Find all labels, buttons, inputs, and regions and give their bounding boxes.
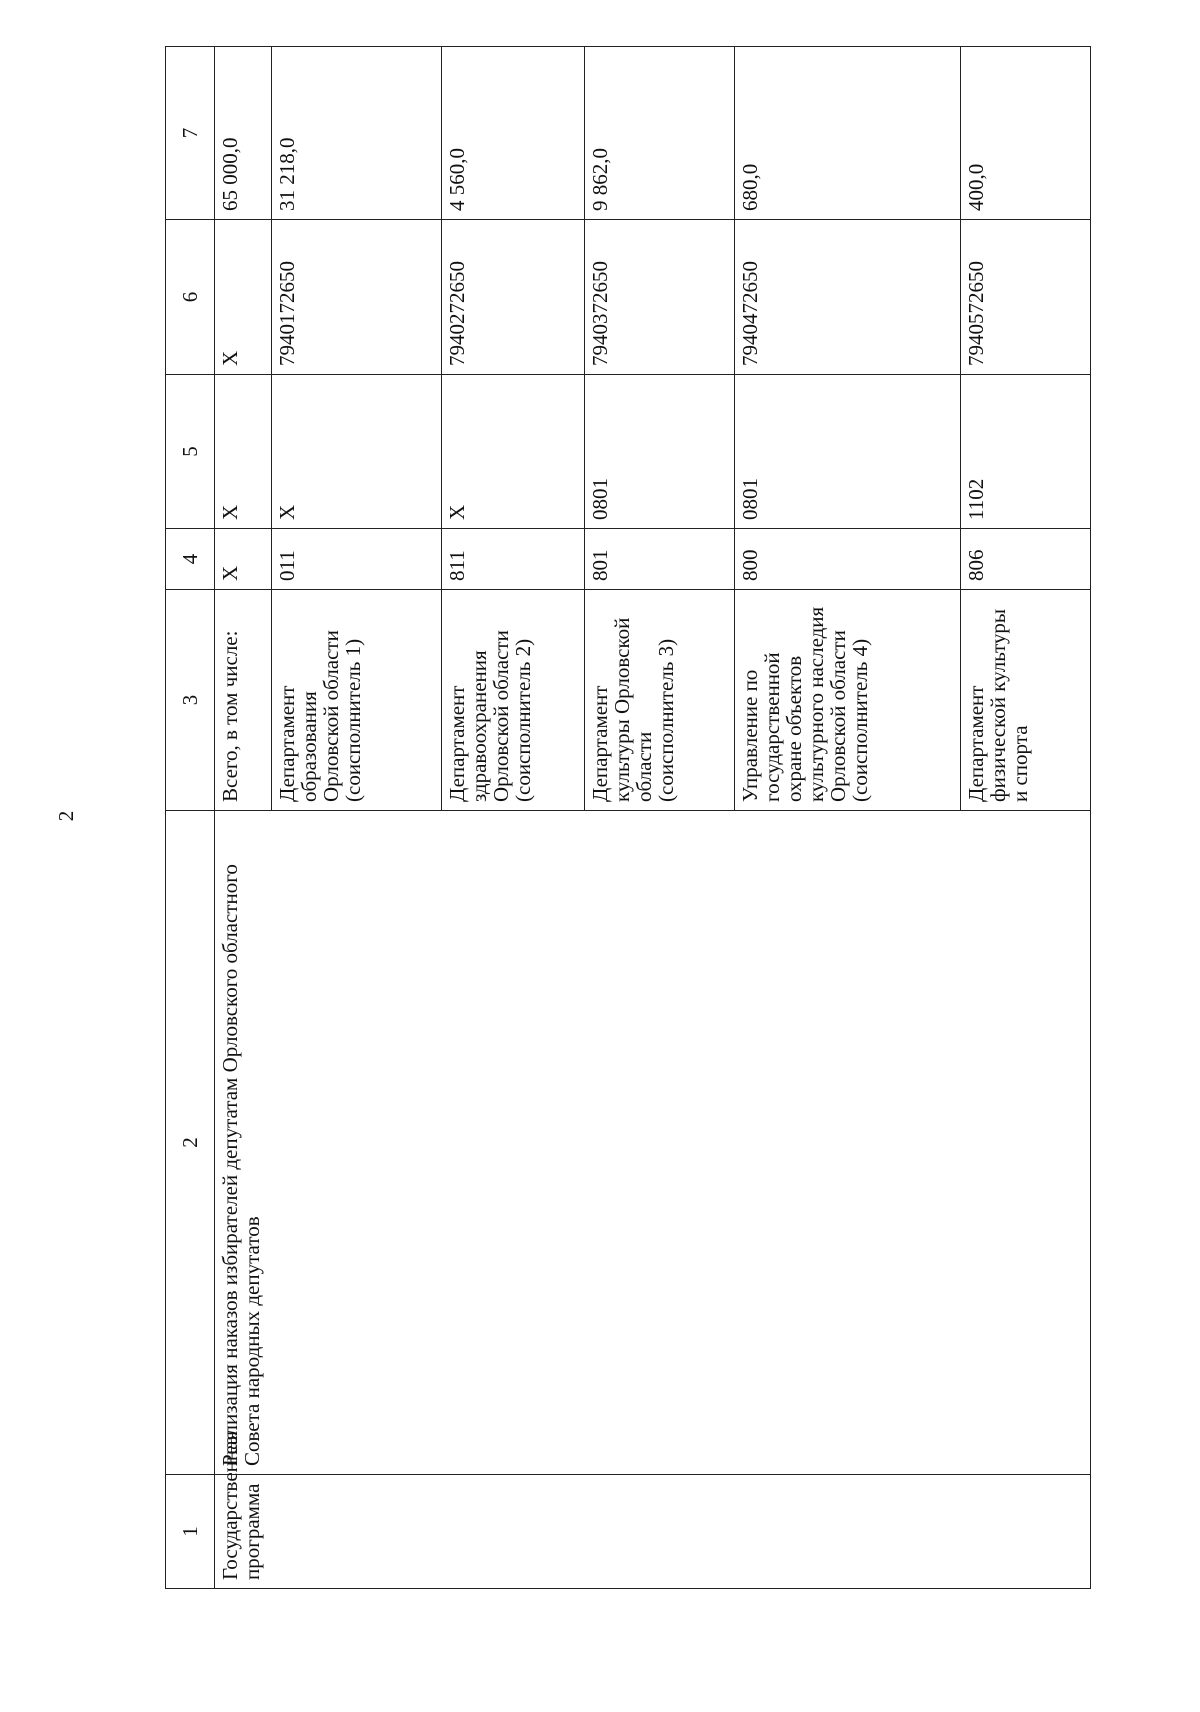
executor-cell: Департамент физической культуры и спорта <box>961 590 1091 811</box>
amount-cell: 680,0 <box>735 47 961 220</box>
status-cell: Государственная программа <box>215 1475 1091 1589</box>
amount-cell: 31 218,0 <box>272 47 442 220</box>
section-cell: 0801 <box>735 375 961 529</box>
grbs-cell: 801 <box>585 529 735 590</box>
executor-cell: Управление по государственной охране объектов культурного наследия Орловской области (соисполнитель 4) <box>735 590 961 811</box>
budget-allocation-table <box>165 46 1091 1589</box>
program-name-cell: Реализация наказов избирателей депутатам Орловского областного Совета народных депутатов <box>215 811 1091 1475</box>
column-number-2: 2 <box>166 811 215 1475</box>
executor-cell: Всего, в том числе: <box>215 590 272 811</box>
amount-cell: 9 862,0 <box>585 47 735 220</box>
section-cell: Х <box>272 375 442 529</box>
target-article-cell: Х <box>215 220 272 375</box>
column-number-row <box>166 47 215 1589</box>
column-number-1: 1 <box>166 1475 215 1589</box>
amount-cell: 4 560,0 <box>442 47 585 220</box>
column-number-3: 3 <box>166 590 215 811</box>
grbs-cell: 800 <box>735 529 961 590</box>
section-cell: 1102 <box>961 375 1091 529</box>
section-cell: Х <box>442 375 585 529</box>
budget-table-sheet <box>165 47 1082 1589</box>
executor-cell: Департамент культуры Орловской области (соисполнитель 3) <box>585 590 735 811</box>
section-cell: 0801 <box>585 375 735 529</box>
target-article-cell: 7940372650 <box>585 220 735 375</box>
amount-cell: 65 000,0 <box>215 47 272 220</box>
executor-cell: Департамент здравоохранения Орловской области (соисполнитель 2) <box>442 590 585 811</box>
page-number: 2 <box>54 810 78 822</box>
target-article-cell: 7940172650 <box>272 220 442 375</box>
column-number-4: 4 <box>166 529 215 590</box>
amount-cell: 400,0 <box>961 47 1091 220</box>
grbs-cell: 806 <box>961 529 1091 590</box>
target-article-cell: 7940572650 <box>961 220 1091 375</box>
grbs-cell: 011 <box>272 529 442 590</box>
grbs-cell: 811 <box>442 529 585 590</box>
target-article-cell: 7940472650 <box>735 220 961 375</box>
section-cell: Х <box>215 375 272 529</box>
grbs-cell: Х <box>215 529 272 590</box>
executor-cell: Департамент образования Орловской области (соисполнитель 1) <box>272 590 442 811</box>
column-number-5: 5 <box>166 375 215 529</box>
column-number-6: 6 <box>166 220 215 375</box>
column-number-7: 7 <box>166 47 215 220</box>
target-article-cell: 7940272650 <box>442 220 585 375</box>
table-row-total <box>215 47 272 1589</box>
